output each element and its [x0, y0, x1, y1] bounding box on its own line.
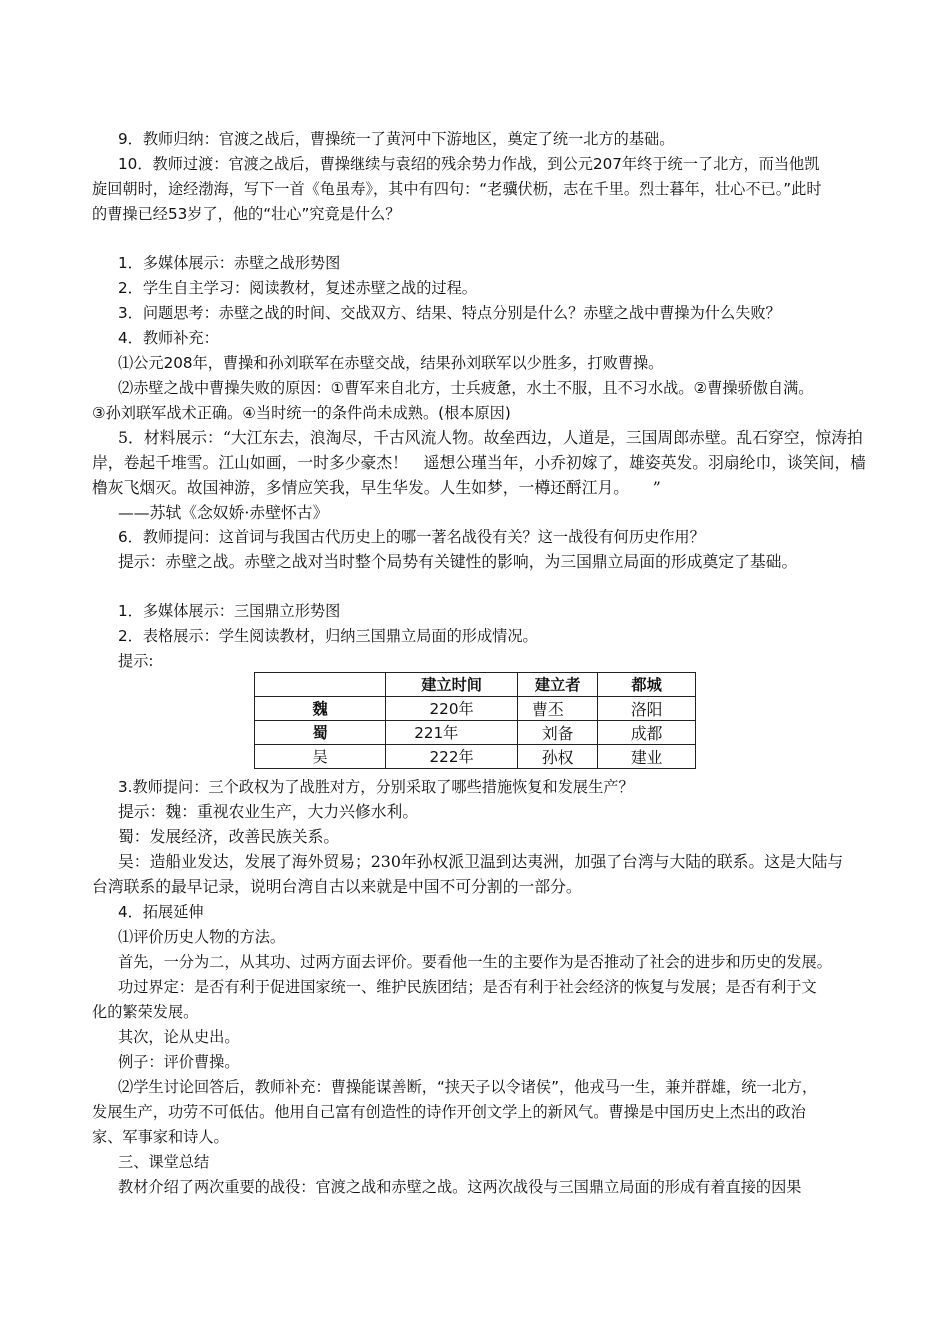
paragraph-line: 6．教师提问：这首词与我国古代历史上的哪一著名战役有关？这一战役有何历史作用？: [118, 528, 705, 546]
paragraph-line: 4．拓展延伸: [118, 903, 204, 921]
paragraph-line: ③孙刘联军战术正确。④当时统一的条件尚未成熟。(根本原因): [92, 404, 511, 422]
poem-source: ——苏轼《念奴娇·赤壁怀古》: [118, 503, 329, 522]
paragraph-line: 旋回朝时，途经渤海，写下一首《龟虽寿》，其中有四句：“老骥伏枥，志在千里。烈士暮年，壮心不已。”此时: [92, 180, 822, 198]
paragraph-line: 提示:: [118, 652, 154, 670]
table-header-cell: 建立者: [518, 673, 598, 697]
table-header-cell: [255, 673, 386, 697]
table-header-cell: 建立时间: [386, 673, 518, 697]
founding-time: 220年: [386, 697, 518, 721]
paragraph-line: 其次，论从史出。: [118, 1028, 240, 1046]
paragraph-line: ⑵赤壁之战中曹操失败的原因：①曹军来自北方，士兵疲惫，水土不服，且不习水战。②曹操骄傲自满。: [118, 379, 814, 397]
founder: 孙权: [518, 745, 598, 769]
paragraph-line: 3.教师提问：三个政权为了战胜对方，分别采取了哪些措施恢复和发展生产？: [118, 778, 634, 796]
paragraph-line: 功过界定：是否有利于促进国家统一、维护民族团结；是否有利于社会经济的恢复与发展；是否有利于文: [118, 978, 817, 996]
table-row: [255, 745, 696, 769]
paragraph-line: 1．多媒体展示：三国鼎立形势图: [118, 602, 341, 620]
kingdom-name: 吴: [255, 745, 386, 769]
table-header-row: [255, 673, 696, 697]
poem-line: 岸，卷起千堆雪。江山如画，一时多少豪杰！ 遥想公瑾当年，小乔初嫁了，雄姿英发。羽扇纶巾，谈笑间，樯: [92, 453, 867, 472]
paragraph-line: 例子：评价曹操。: [118, 1053, 240, 1071]
paragraph-line: 的曹操已经53岁了，他的“壮心”究竟是什么？: [92, 205, 401, 223]
poem-line: 5．材料展示：“大江东去，浪淘尽，千古风流人物。故垒西边，人道是，三国周郎赤壁。乱石穿空，惊涛拍: [118, 428, 863, 447]
kingdom-name: 魏: [255, 697, 386, 721]
table-row: [255, 721, 696, 745]
paragraph-line: 2．表格展示：学生阅读教材，归纳三国鼎立局面的形成情况。: [118, 627, 538, 645]
paragraph-line: 化的繁荣发展。: [92, 1003, 199, 1021]
three-kingdoms-table: [254, 672, 696, 769]
founding-time: 221年: [386, 721, 518, 745]
paragraph-line: 4．教师补充：: [118, 329, 219, 347]
paragraph-line: 9．教师归纳：官渡之战后，曹操统一了黄河中下游地区，奠定了统一北方的基础。: [118, 130, 675, 148]
founder: 刘备: [518, 721, 598, 745]
table-row: [255, 697, 696, 721]
section-heading: 三、课堂总结: [118, 1153, 210, 1171]
capital: 建业: [598, 745, 696, 769]
paragraph-line: 吴：造船业发达，发展了海外贸易；230年孙权派卫温到达夷洲，加强了台湾与大陆的联系。这是大陆与: [118, 852, 844, 871]
paragraph-line: 教材介绍了两次重要的战役：官渡之战和赤壁之战。这两次战役与三国鼎立局面的形成有着直接的因果: [118, 1178, 802, 1196]
paragraph-line: 台湾联系的最早记录，说明台湾自古以来就是中国不可分割的一部分。: [92, 877, 582, 896]
paragraph-line: 1．多媒体展示：赤壁之战形势图: [118, 254, 341, 272]
capital: 成都: [598, 721, 696, 745]
table-header-cell: 都城: [598, 673, 696, 697]
paragraph-line: 提示：赤壁之战。赤壁之战对当时整个局势有关键性的影响，为三国鼎立局面的形成奠定了基础。: [118, 552, 798, 571]
paragraph-line: 首先，一分为二，从其功、过两方面去评价。要看他一生的主要作为是否推动了社会的进步和历史的发展。: [118, 953, 832, 971]
paragraph-line: ⑴评价历史人物的方法。: [118, 928, 286, 946]
paragraph-line: 家、军事家和诗人。: [92, 1128, 229, 1146]
poem-line: 橹灰飞烟灭。故国神游，多情应笑我，早生华发。人生如梦，一樽还酹江月。 ”: [92, 478, 661, 497]
paragraph-line: ⑵学生讨论回答后，教师补充：曹操能谋善断，“挟天子以令诸侯”，他戎马一生，兼并群雄，统一北方，: [118, 1078, 818, 1096]
paragraph-line: 2．学生自主学习：阅读教材，复述赤壁之战的过程。: [118, 279, 477, 297]
paragraph-line: 蜀：发展经济，改善民族关系。: [118, 827, 340, 846]
paragraph-line: ⑴公元208年，曹操和孙刘联军在赤壁交战，结果孙刘联军以少胜多，打败曹操。: [118, 354, 664, 372]
paragraph-line: 提示：魏：重视农业生产，大力兴修水利。: [118, 802, 419, 821]
founder: 曹丕: [518, 697, 598, 721]
founding-time: 222年: [386, 745, 518, 769]
paragraph-line: 3．问题思考：赤壁之战的时间、交战双方、结果、特点分别是什么？赤壁之战中曹操为什么失败？: [118, 304, 781, 322]
kingdom-name: 蜀: [255, 721, 386, 745]
paragraph-line: 10．教师过渡：官渡之战后，曹操继续与袁绍的残余势力作战，到公元207年终于统一了北方，而当他凯: [118, 155, 820, 173]
paragraph-line: 发展生产，功劳不可低估。他用自己富有创造性的诗作开创文学上的新风气。曹操是中国历史上杰出的政治: [92, 1103, 806, 1121]
capital: 洛阳: [598, 697, 696, 721]
